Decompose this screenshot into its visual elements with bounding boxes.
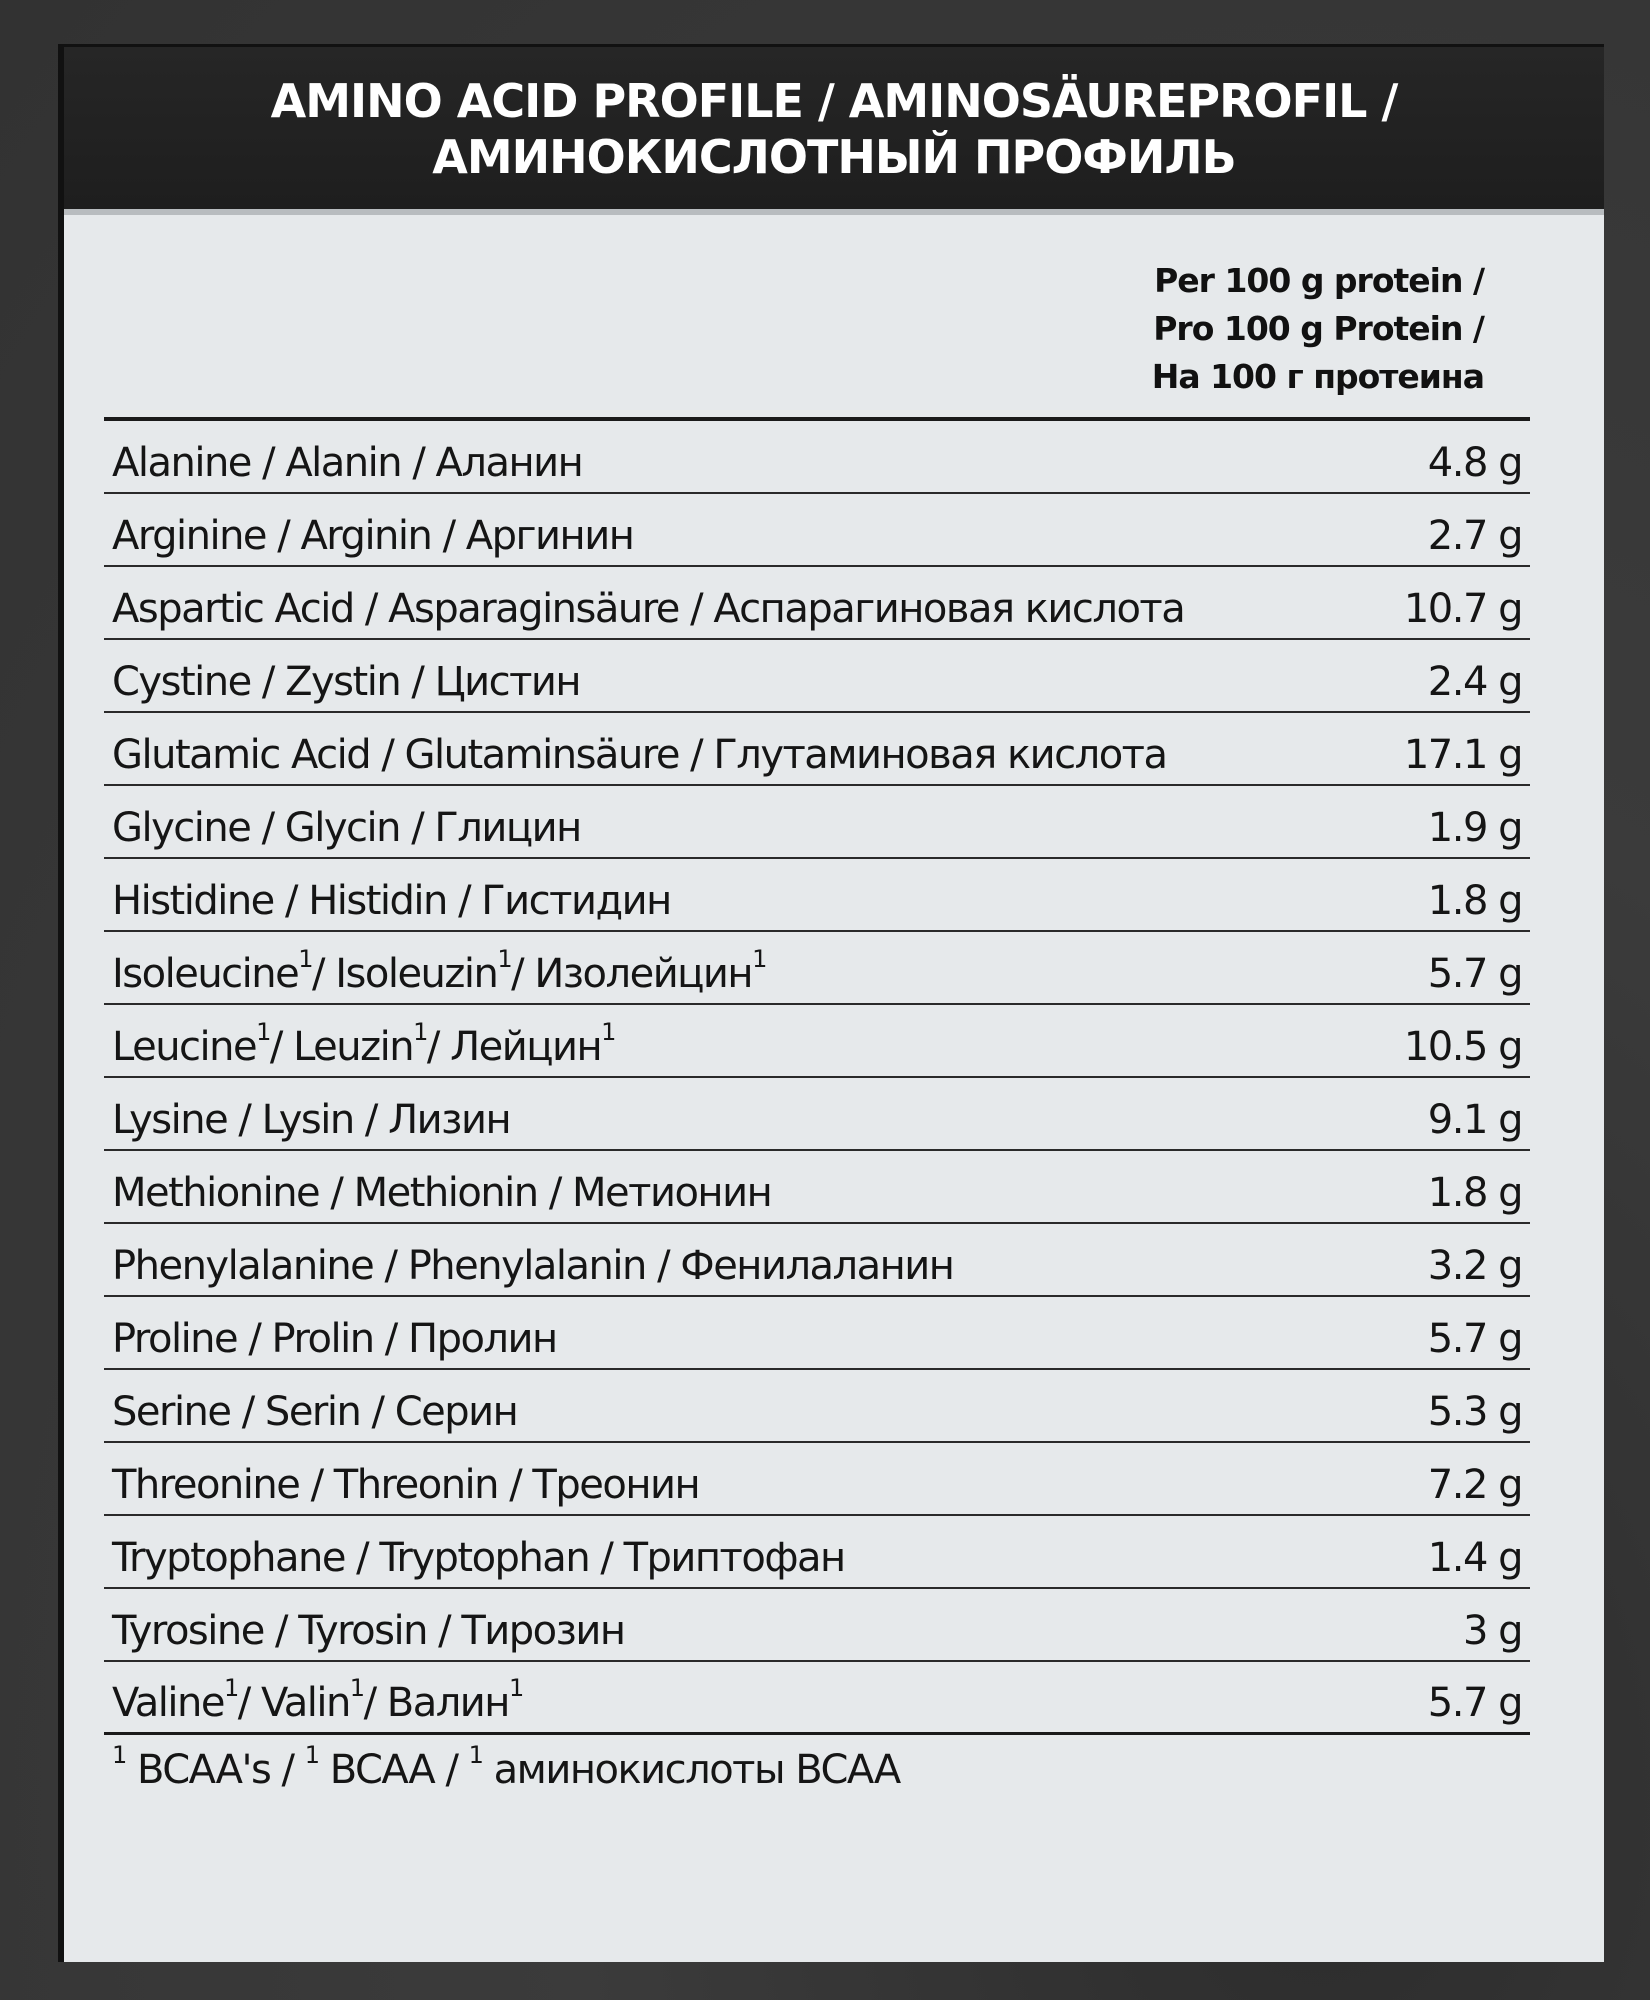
amino-acid-value: 9.1 g	[1427, 1097, 1522, 1143]
amino-acid-value: 1.9 g	[1427, 805, 1522, 851]
bcaa-footnote-mark: 1	[223, 1674, 238, 1702]
title-line-2: АМИНОКИСЛОТНЫЙ ПРОФИЛЬ	[432, 130, 1236, 184]
bcaa-footnote-mark: 1	[413, 1018, 427, 1046]
bcaa-footnote: $^1$ BCAA's / $^1$ BCAA / $^1$ аминокислоты BCAA	[112, 1741, 900, 1793]
table-row	[104, 1662, 1530, 1735]
amino-acid-name: Glutamic Acid / Glutaminsäure / Глутаминовая кислота	[112, 732, 1167, 778]
table-row	[104, 1151, 1530, 1224]
table-row	[104, 1516, 1530, 1589]
amino-acid-value: 10.7 g	[1403, 586, 1522, 632]
amino-acid-name: Glycine / Glycin / Глицин	[112, 805, 581, 851]
title-banner	[64, 47, 1604, 215]
amino-acid-value: 5.7 g	[1427, 951, 1522, 997]
amino-acid-name: Cystine / Zystin / Цистин	[112, 659, 581, 705]
amino-acid-value: 1.8 g	[1427, 1170, 1522, 1216]
amino-acid-value: 7.2 g	[1427, 1462, 1522, 1508]
amino-acid-name: Methionine / Methionin / Метионин	[112, 1170, 772, 1216]
table-row	[104, 640, 1530, 713]
amino-acid-name: Aspartic Acid / Asparaginsäure / Аспарагиновая кислота	[112, 586, 1185, 632]
table-row	[104, 932, 1530, 1005]
title-line-1: AMINO ACID PROFILE / AMINOSÄUREPROFIL /	[270, 74, 1398, 128]
bcaa-footnote-mark: 1	[256, 1018, 270, 1046]
column-header-line-1: Per 100 g protein /	[1154, 261, 1484, 300]
bcaa-footnote-mark: 1	[497, 945, 512, 973]
table-row	[104, 1297, 1530, 1370]
amino-acid-name: Leucine$^1$/ Leuzin$^1$/ Лейцин$^1$	[112, 1018, 615, 1070]
amino-acid-name: Isoleucine$^1$/ Isoleuzin$^1$/ Изолейцин$^1$	[112, 945, 766, 997]
amino-acid-name: Lysine / Lysin / Лизин	[112, 1097, 511, 1143]
bcaa-footnote-mark: 1	[508, 1674, 523, 1702]
bcaa-footnote-mark: 1	[752, 945, 766, 973]
bcaa-footnote-mark: 1	[304, 1741, 319, 1769]
table-row	[104, 421, 1530, 494]
amino-acid-table	[104, 417, 1530, 1735]
amino-acid-label	[58, 44, 1604, 1962]
table-row	[104, 1078, 1530, 1151]
amino-acid-name: Alanine / Alanin / Аланин	[112, 440, 583, 486]
table-row	[104, 494, 1530, 567]
amino-acid-name: Valine$^1$/ Valin$^1$/ Валин$^1$	[112, 1674, 523, 1726]
amino-acid-value: 3 g	[1462, 1608, 1522, 1654]
amino-acid-value: 5.7 g	[1427, 1316, 1522, 1362]
table-row	[104, 713, 1530, 786]
bcaa-footnote-mark: 1	[112, 1741, 126, 1769]
amino-acid-name: Tyrosine / Tyrosin / Тирозин	[112, 1608, 625, 1654]
amino-acid-name: Serine / Serin / Серин	[112, 1389, 518, 1435]
column-header-line-2: Pro 100 g Protein /	[1153, 309, 1484, 348]
amino-acid-value: 2.4 g	[1427, 659, 1522, 705]
amino-acid-value: 1.8 g	[1427, 878, 1522, 924]
table-row	[104, 1005, 1530, 1078]
amino-acid-name: Arginine / Arginin / Аргинин	[112, 513, 634, 559]
amino-acid-value: 5.7 g	[1427, 1680, 1522, 1726]
amino-acid-name: Histidine / Histidin / Гистидин	[112, 878, 671, 924]
amino-acid-name: Tryptophane / Tryptophan / Триптофан	[112, 1535, 845, 1581]
table-row	[104, 1370, 1530, 1443]
amino-acid-value: 3.2 g	[1427, 1243, 1522, 1289]
table-row	[104, 1443, 1530, 1516]
table-row	[104, 1589, 1530, 1662]
bcaa-footnote-mark: 1	[468, 1741, 483, 1769]
amino-acid-name: Proline / Prolin / Пролин	[112, 1316, 557, 1362]
amino-acid-value: 17.1 g	[1403, 732, 1522, 778]
amino-acid-value: 2.7 g	[1427, 513, 1522, 559]
table-row	[104, 1224, 1530, 1297]
amino-acid-value: 4.8 g	[1427, 440, 1522, 486]
amino-acid-value: 1.4 g	[1427, 1535, 1522, 1581]
bcaa-footnote-mark: 1	[601, 1018, 615, 1046]
bcaa-footnote-mark: 1	[349, 1674, 364, 1702]
bcaa-footnote-mark: 1	[298, 945, 313, 973]
amino-acid-value: 5.3 g	[1427, 1389, 1522, 1435]
amino-acid-name: Threonine / Threonin / Треонин	[112, 1462, 700, 1508]
table-row	[104, 567, 1530, 640]
column-header	[964, 257, 1484, 401]
table-row	[104, 786, 1530, 859]
column-header-line-3: На 100 г протеина	[1151, 357, 1484, 396]
amino-acid-name: Phenylalanine / Phenylalanin / Фенилаланин	[112, 1243, 954, 1289]
amino-acid-value: 10.5 g	[1403, 1024, 1522, 1070]
table-row	[104, 859, 1530, 932]
